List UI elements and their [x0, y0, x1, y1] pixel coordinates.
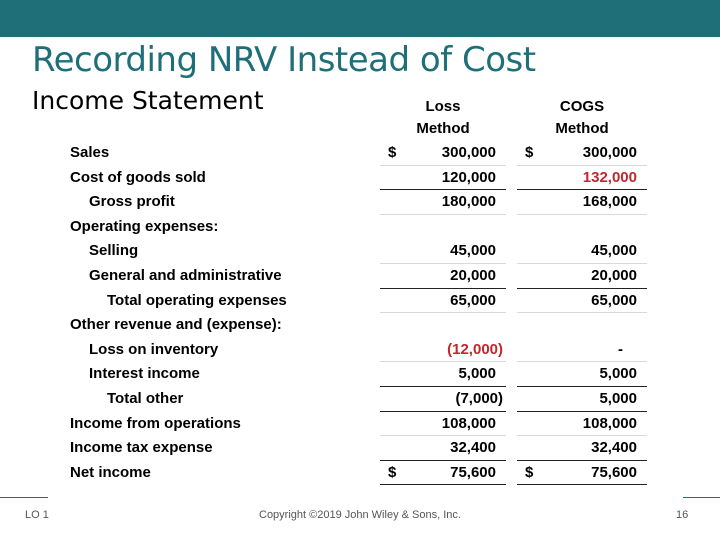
dollar-sign: $ [525, 463, 534, 481]
loss-method-cell [380, 166, 506, 191]
cogs-method-cell [517, 387, 647, 412]
loss-method-value: 65,000 [450, 291, 496, 309]
row-operating-expenses-header [0, 215, 720, 240]
loss-method-cell [380, 412, 506, 437]
loss-method-cell [380, 289, 506, 314]
slide-subtitle: Income Statement [32, 86, 264, 115]
cogs-method-cell [517, 412, 647, 437]
copyright-notice: Copyright ©2019 John Wiley & Sons, Inc. [259, 509, 461, 521]
learning-objective-label: LO 1 [25, 509, 49, 521]
loss-method-cell [380, 264, 506, 289]
loss-method-cell [380, 190, 506, 215]
row-general-and-administrative [0, 264, 720, 289]
loss-method-value: 180,000 [441, 193, 496, 211]
loss-method-value: 5,000 [458, 365, 496, 383]
cogs-method-value: 108,000 [582, 414, 637, 432]
cogs-method-value: 5,000 [599, 365, 637, 383]
cogs-method-cell [517, 461, 647, 486]
loss-method-value: 20,000 [450, 266, 496, 284]
loss-method-value: 32,400 [450, 439, 496, 457]
row-label: Interest income [89, 365, 200, 383]
row-gross-profit [0, 190, 720, 215]
cogs-method-value: 75,600 [591, 463, 637, 481]
cogs-method-cell [517, 338, 647, 363]
cogs-method-cell [517, 362, 647, 387]
row-label: Total operating expenses [107, 291, 287, 309]
cogs-method-value: 300,000 [582, 144, 637, 161]
loss-method-value: 108,000 [441, 414, 496, 432]
loss-method-value: 120,000 [441, 168, 496, 186]
cogs-method-value: 65,000 [591, 291, 637, 309]
loss-method-cell [380, 338, 506, 363]
column-header-cogs-method [517, 96, 647, 140]
row-label: Gross profit [89, 193, 175, 211]
loss-method-cell [380, 141, 506, 166]
cogs-method-cell [517, 289, 647, 314]
row-selling [0, 239, 720, 264]
row-label: Selling [89, 242, 139, 260]
page-number: 16 [676, 509, 689, 521]
column-header-loss-method [380, 96, 506, 140]
cogs-method-cell [517, 190, 647, 215]
loss-method-value: 300,000 [441, 144, 496, 161]
cogs-method-cell [517, 141, 647, 166]
row-total-operating-expenses [0, 289, 720, 314]
cogs-method-value: 5,000 [599, 389, 637, 407]
row-cost-of-goods-sold [0, 166, 720, 191]
dollar-sign: $ [388, 144, 397, 161]
loss-method-value: (7,000) [455, 389, 503, 407]
row-label: Other revenue and (expense): [70, 316, 282, 334]
cogs-method-value: 168,000 [582, 193, 637, 211]
slide-title: Recording NRV Instead of Cost [32, 40, 536, 80]
loss-method-cell [380, 362, 506, 387]
column-header-cogs-line1: COGS [559, 98, 605, 115]
row-label: Total other [107, 389, 184, 407]
row-label: Operating expenses: [70, 217, 219, 235]
loss-method-value: 75,600 [450, 463, 496, 481]
row-label: Income from operations [70, 414, 241, 432]
loss-method-value: (12,000) [447, 340, 503, 358]
loss-method-cell [380, 461, 506, 486]
row-label: Net income [70, 463, 151, 481]
row-income-from-operations [0, 412, 720, 437]
row-net-income [0, 461, 720, 486]
cogs-method-cell [517, 166, 647, 191]
row-interest-income [0, 362, 720, 387]
column-header-loss-line1: Loss [425, 98, 461, 115]
cogs-method-value: 32,400 [591, 439, 637, 457]
row-other-revenue-expense-header [0, 313, 720, 338]
row-label: Sales [70, 144, 110, 161]
column-header-cogs-line2: Method [555, 120, 609, 137]
income-statement-table [0, 141, 720, 485]
loss-method-cell [380, 239, 506, 264]
row-income-tax-expense [0, 436, 720, 461]
cogs-method-value: - [618, 340, 623, 358]
footer-divider-right [683, 497, 720, 498]
cogs-method-cell [517, 436, 647, 461]
row-total-other [0, 387, 720, 412]
loss-method-cell [380, 387, 506, 412]
cogs-method-cell [517, 264, 647, 289]
loss-method-value: 45,000 [450, 242, 496, 260]
row-label: Loss on inventory [89, 340, 219, 358]
row-label: General and administrative [89, 266, 282, 284]
row-loss-on-inventory [0, 338, 720, 363]
row-label: Cost of goods sold [70, 168, 206, 186]
row-label: Income tax expense [70, 439, 213, 457]
footer-divider-left [0, 497, 48, 498]
cogs-method-value: 45,000 [591, 242, 637, 260]
cogs-method-cell [517, 239, 647, 264]
top-banner [0, 0, 720, 37]
column-header-loss-line2: Method [416, 120, 470, 137]
cogs-method-value: 132,000 [582, 168, 637, 186]
cogs-method-value: 20,000 [591, 266, 637, 284]
dollar-sign: $ [388, 463, 397, 481]
loss-method-cell [380, 436, 506, 461]
row-sales [0, 141, 720, 166]
dollar-sign: $ [525, 144, 534, 161]
